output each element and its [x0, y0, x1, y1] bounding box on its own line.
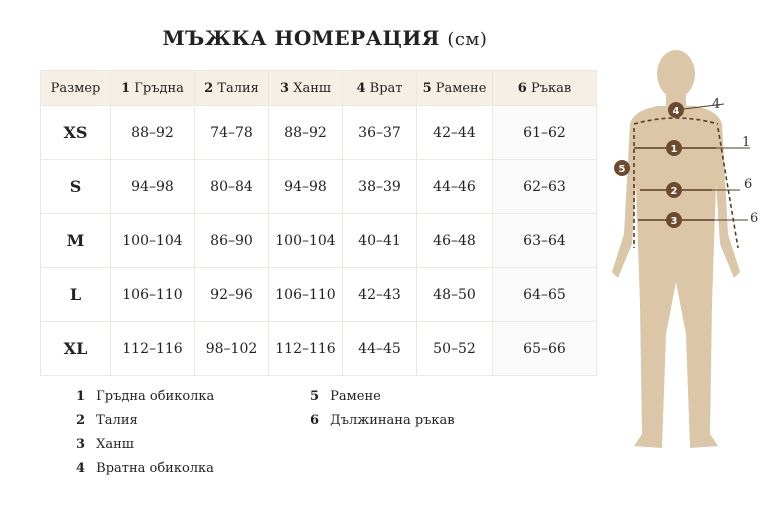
title-unit: (см) — [447, 29, 488, 50]
size-cell: XL — [41, 322, 111, 376]
header-neck: 4 Врат — [343, 71, 417, 106]
waist-cell: 86–90 — [195, 214, 269, 268]
neck-cell: 44–45 — [343, 322, 417, 376]
hips-cell: 100–104 — [269, 214, 343, 268]
hips-cell: 112–116 — [269, 322, 343, 376]
neck-cell: 38–39 — [343, 160, 417, 214]
size-cell: S — [41, 160, 111, 214]
table-row — [41, 214, 597, 268]
svg-text:1: 1 — [670, 144, 678, 155]
table-row — [41, 106, 597, 160]
sleeve-cell: 61–62 — [493, 106, 597, 160]
sleeve-cell: 62–63 — [493, 160, 597, 214]
sleeve-cell: 65–66 — [493, 322, 597, 376]
shoulders-cell: 44–46 — [417, 160, 493, 214]
table-row — [41, 160, 597, 214]
waist-cell: 98–102 — [195, 322, 269, 376]
svg-text:5: 5 — [618, 164, 626, 175]
waist-cell: 80–84 — [195, 160, 269, 214]
chest-cell: 106–110 — [111, 268, 195, 322]
legend-right — [310, 388, 455, 436]
waist-cell: 74–78 — [195, 106, 269, 160]
page-title — [0, 26, 650, 50]
body-figure — [600, 44, 768, 504]
side-label-6: 6 — [744, 177, 753, 192]
neck-cell: 42–43 — [343, 268, 417, 322]
legend-item: 3 Ханш — [76, 437, 134, 452]
table-header-row — [41, 71, 597, 106]
side-label-6b: 6 — [750, 211, 759, 226]
legend-item: 5 Рамене — [310, 389, 381, 404]
waist-cell: 92–96 — [195, 268, 269, 322]
shoulders-cell: 48–50 — [417, 268, 493, 322]
size-cell: M — [41, 214, 111, 268]
title-main: МЪЖКА НОМЕРАЦИЯ — [162, 26, 440, 50]
chest-cell: 94–98 — [111, 160, 195, 214]
size-cell: XS — [41, 106, 111, 160]
shoulders-cell: 46–48 — [417, 214, 493, 268]
hips-cell: 106–110 — [269, 268, 343, 322]
side-label-1: 1 — [742, 135, 751, 150]
neck-cell: 40–41 — [343, 214, 417, 268]
size-table — [40, 70, 597, 376]
side-label-4: 4 — [712, 97, 721, 112]
shoulders-cell: 42–44 — [417, 106, 493, 160]
header-size: Размер — [41, 71, 111, 106]
header-chest: 1 Гръдна — [111, 71, 195, 106]
shoulders-cell: 50–52 — [417, 322, 493, 376]
body-diagram — [600, 44, 768, 504]
legend-item: 1 Гръдна обиколка — [76, 389, 215, 404]
header-waist: 2 Талия — [195, 71, 269, 106]
chest-cell: 100–104 — [111, 214, 195, 268]
legend-item: 2 Талия — [76, 413, 138, 428]
legend-left — [76, 388, 214, 484]
sleeve-cell: 63–64 — [493, 214, 597, 268]
svg-text:3: 3 — [670, 216, 678, 227]
table-row — [41, 268, 597, 322]
size-cell: L — [41, 268, 111, 322]
neck-cell: 36–37 — [343, 106, 417, 160]
table-row — [41, 322, 597, 376]
hips-cell: 94–98 — [269, 160, 343, 214]
sleeve-cell: 64–65 — [493, 268, 597, 322]
chest-cell: 88–92 — [111, 106, 195, 160]
svg-text:2: 2 — [670, 186, 678, 197]
header-sleeve: 6 Ръкав — [493, 71, 597, 106]
header-hips: 3 Ханш — [269, 71, 343, 106]
legend-item: 6 Дължинана ръкав — [310, 413, 455, 428]
chest-cell: 112–116 — [111, 322, 195, 376]
svg-text:4: 4 — [672, 106, 680, 117]
legend-item: 4 Вратна обиколка — [76, 461, 214, 476]
header-shoulders: 5 Рамене — [417, 71, 493, 106]
hips-cell: 88–92 — [269, 106, 343, 160]
